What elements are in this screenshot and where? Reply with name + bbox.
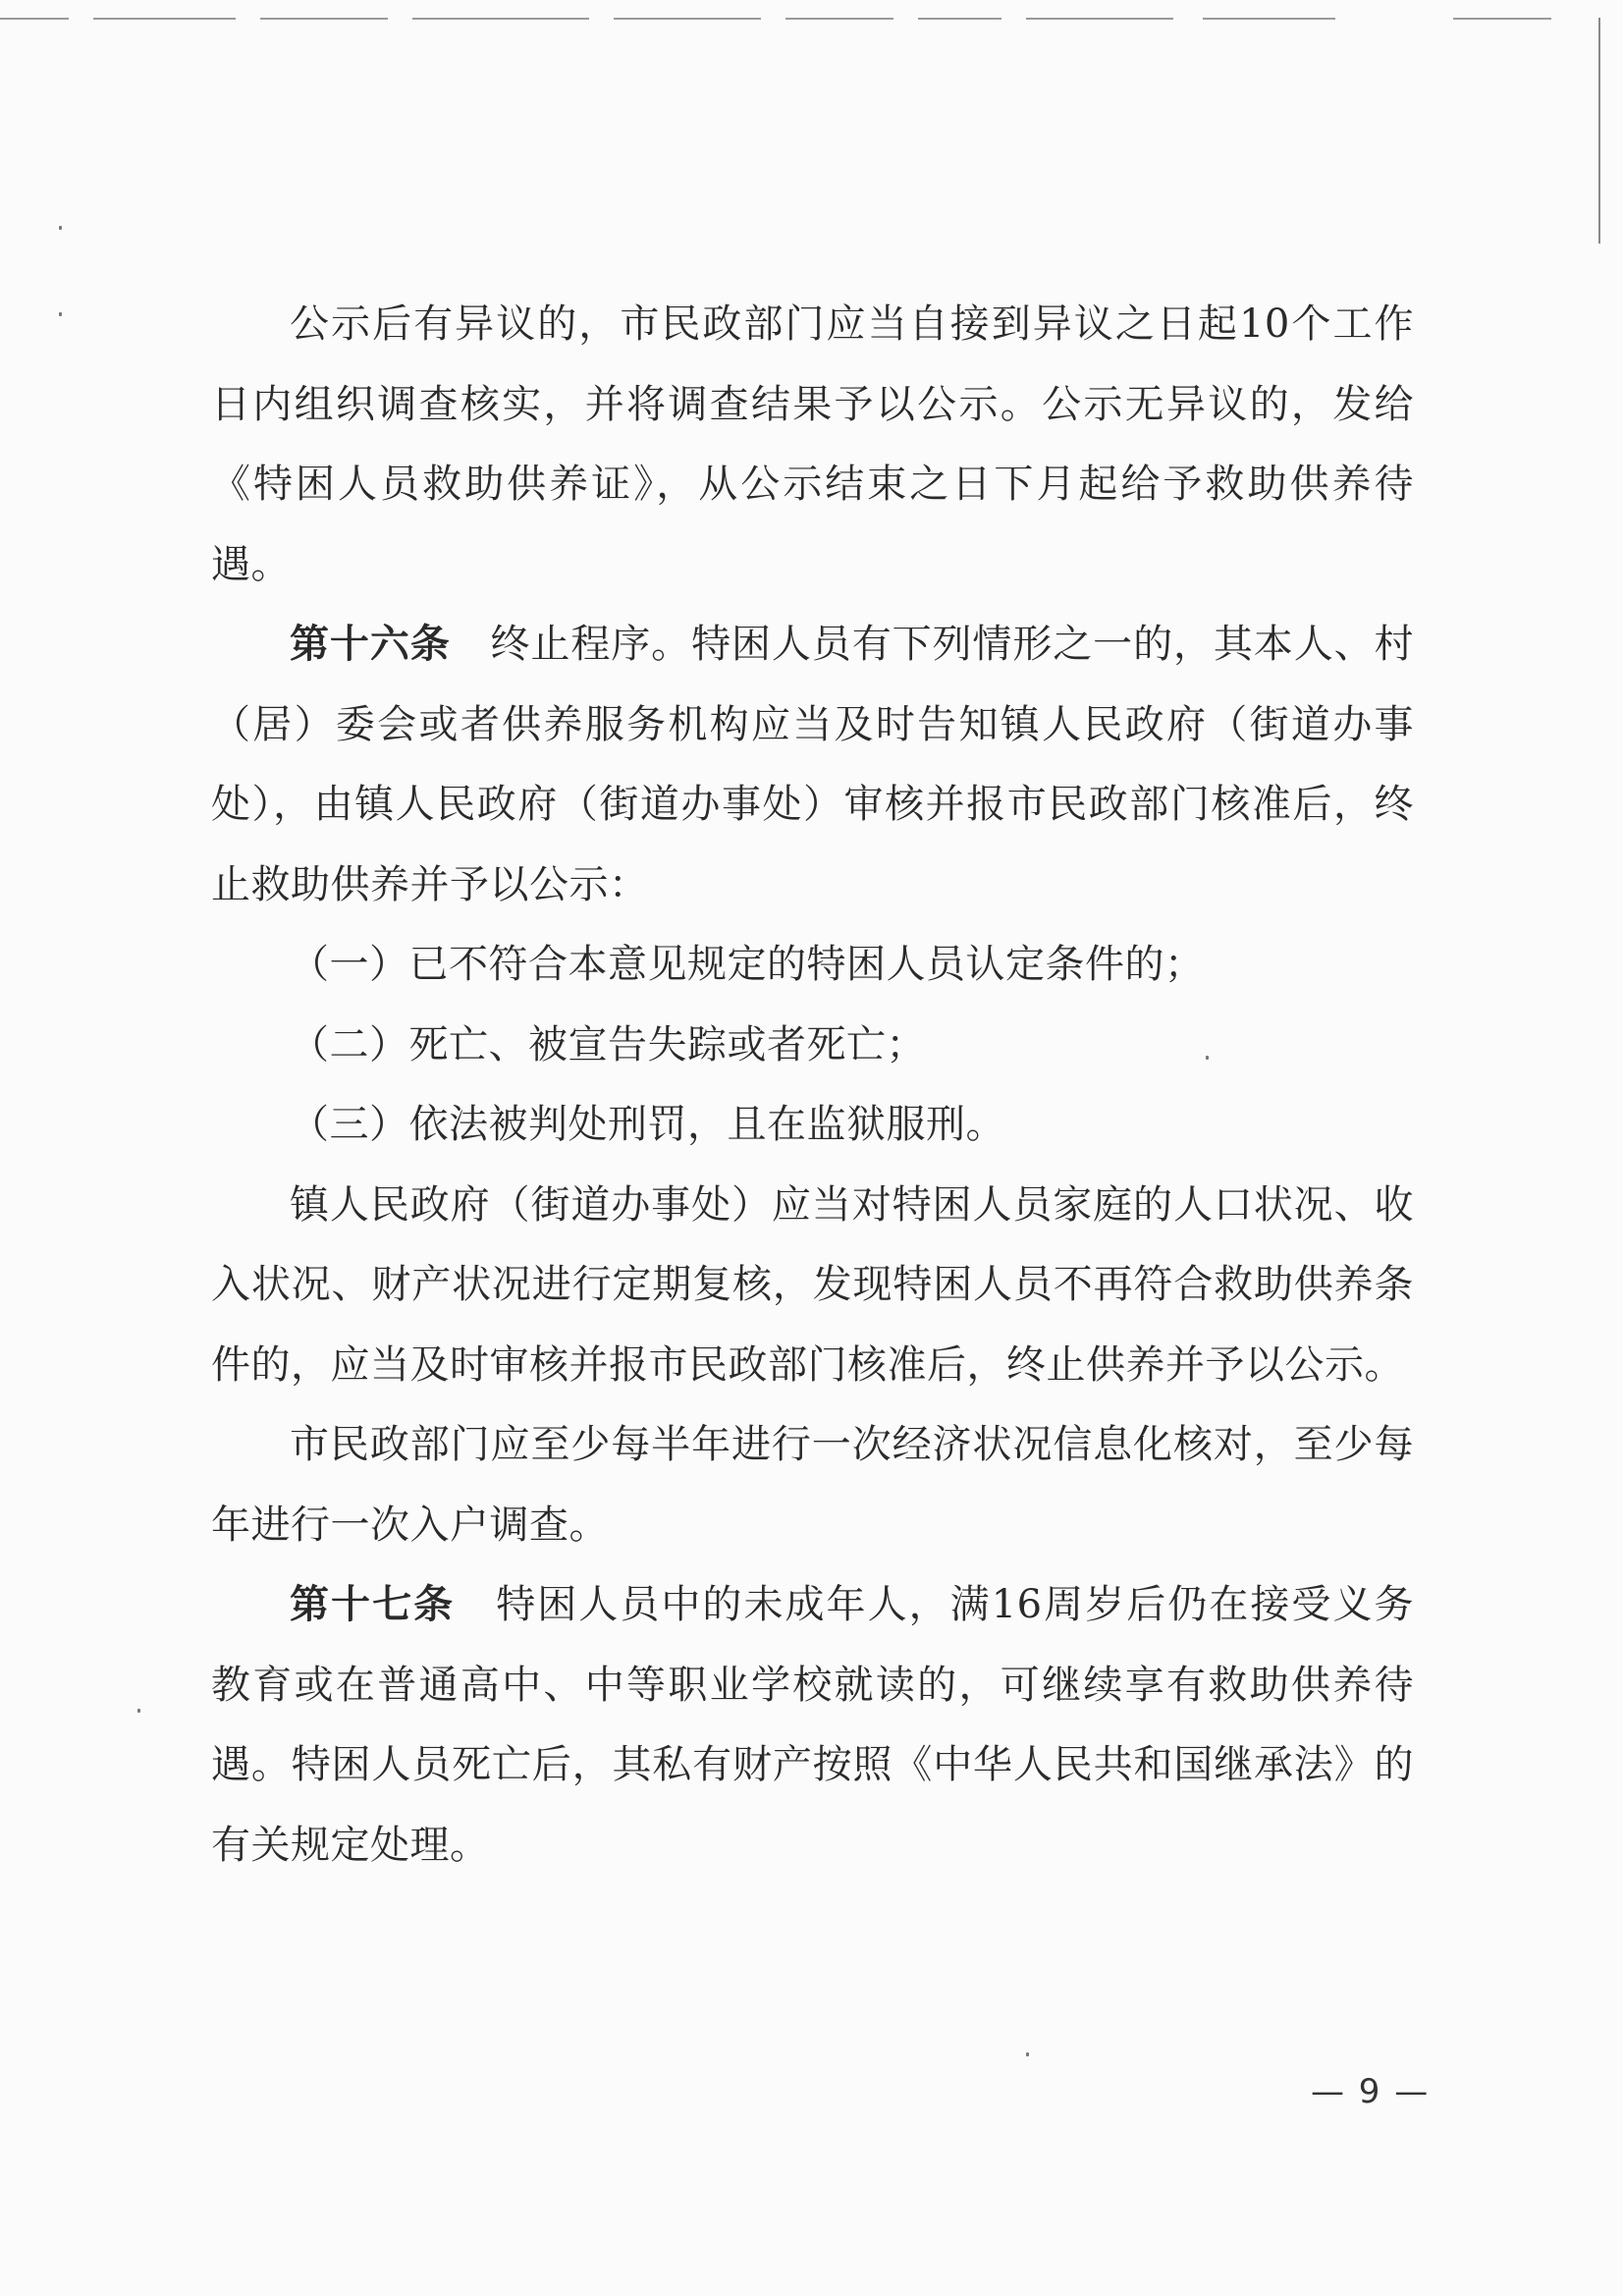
paragraph-text: （一）已不符合本意见规定的特困人员认定条件的； xyxy=(290,942,1205,987)
paragraph-verification-frequency xyxy=(211,1405,1414,1565)
paragraph-article-16 xyxy=(211,605,1414,925)
paragraph-text: （三）依法被判处刑罚，且在监狱服刑。 xyxy=(290,1102,1005,1147)
paragraph-text: （二）死亡、被宣告失踪或者死亡； xyxy=(290,1021,926,1067)
scan-speck xyxy=(137,1709,140,1713)
paragraph-periodic-review xyxy=(211,1166,1414,1406)
scan-speck xyxy=(59,226,62,230)
page-number: — 9 — xyxy=(1311,2072,1431,2111)
paragraph-text: 公示后有异议的，市民政部门应当自接到异议之日起10个工作日内组织调查核实，并将调查结果予以公示。公示无异议的，发给《特困人员救助供养证》，从公示结束之日下月起给予救助供养待遇。 xyxy=(211,301,1414,587)
article-heading: 第十七条 xyxy=(290,1582,456,1627)
paragraph-text: 市民政部门应至少每半年进行一次经济状况信息化核对，至少每年进行一次入户调查。 xyxy=(211,1422,1414,1548)
scan-speck xyxy=(59,312,62,316)
paragraph-text: 特困人员中的未成年人，满16周岁后仍在接受义务教育或在普通高中、中等职业学校就读的，可继续享有救助供养待遇。特困人员死亡后，其私有财产按照《中华人民共和国继承法》的有关规定处理。 xyxy=(211,1582,1414,1868)
scan-top-edge-marks xyxy=(0,18,1623,24)
list-item-2 xyxy=(211,1006,1414,1086)
paragraph-text: 镇人民政府（街道办事处）应当对特困人员家庭的人口状况、收入状况、财产状况进行定期复核，发现特困人员不再符合救助供养条件的，应当及时审核并报市民政部门核准后，终止供养并予以公示。 xyxy=(211,1181,1414,1388)
list-item-3 xyxy=(211,1085,1414,1166)
scan-right-edge-line xyxy=(1598,18,1600,244)
paragraph-objection-handling xyxy=(211,285,1414,605)
list-item-1 xyxy=(211,925,1414,1006)
paragraph-text: 终止程序。特困人员有下列情形之一的，其本人、村（居）委会或者供养服务机构应当及时告知镇人民政府（街道办事处），由镇人民政府（街道办事处）审核并报市民政部门核准后，终止救助供养并予以公示： xyxy=(211,622,1415,907)
article-heading: 第十六条 xyxy=(290,622,451,667)
scan-speck xyxy=(1026,2052,1029,2056)
document-body xyxy=(211,285,1414,1886)
paragraph-article-17 xyxy=(211,1565,1414,1886)
